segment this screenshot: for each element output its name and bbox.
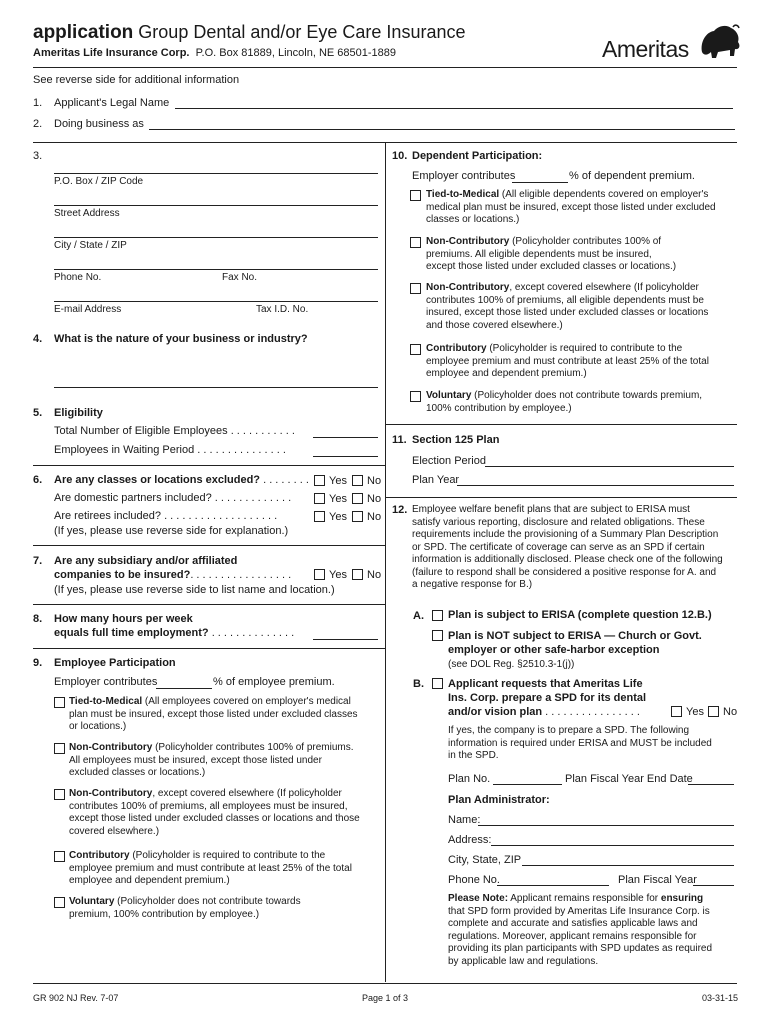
q9-noncontrib-line: excluded classes or locations.) <box>69 767 206 778</box>
q12-text-line: satisfy various reporting, disclosure and related obligations. These <box>412 516 705 528</box>
q10-noncontrib-checkbox[interactable] <box>410 237 421 248</box>
erisa-subject-text: Plan is subject to ERISA (complete question 12.B.) <box>448 609 712 621</box>
yes-label: Yes <box>686 706 704 718</box>
q10-tied-checkbox[interactable] <box>410 190 421 201</box>
admin-city-label: City, State, ZIP <box>448 854 522 866</box>
no-label: No <box>367 569 382 581</box>
q7-number: 7. <box>33 555 43 567</box>
q10-label: Dependent Participation: <box>412 150 543 162</box>
q9-tied-line: (All employees covered on employer's medical <box>142 696 351 707</box>
q10-option-noncontrib <box>426 236 676 274</box>
q9-noncontrib-except-line: , except covered elsewhere (If policyholder <box>152 788 342 799</box>
erisa-subject-checkbox[interactable] <box>432 610 443 621</box>
phone-label: Phone No. <box>54 272 102 283</box>
q10-contrib-field[interactable] <box>512 182 568 183</box>
q10-option-voluntary <box>426 390 702 415</box>
city-field[interactable] <box>54 237 378 238</box>
yes-label: Yes <box>329 511 347 523</box>
subsidiary-no-checkbox[interactable] <box>352 569 363 580</box>
plan-year-field[interactable] <box>457 485 734 486</box>
no-label: No <box>367 475 382 487</box>
please-note-line: complete and accurate and satisfies applicable laws and <box>448 918 698 929</box>
q9-tied-title: Tied-to-Medical <box>69 696 143 707</box>
q8-number: 8. <box>33 613 43 625</box>
q12-text-line: information is additionally disclosed. Please check one of the following <box>412 554 723 565</box>
q10-option-contrib <box>426 343 709 381</box>
election-period-field[interactable] <box>485 466 734 467</box>
left-rule <box>33 648 385 649</box>
left-rule <box>33 545 385 546</box>
erisa-exempt-checkbox[interactable] <box>432 630 443 641</box>
street-label: Street Address <box>54 208 120 219</box>
leader-dots: . . . . . . . . . . . . . . . <box>194 444 286 456</box>
leader-dots: . . . . . . . . . . . <box>227 425 295 437</box>
q10-tied-title: Tied-to-Medical <box>426 189 500 200</box>
q10-voluntary-line: 100% contribution by employee.) <box>426 402 572 414</box>
q9-voluntary-checkbox[interactable] <box>54 897 65 908</box>
footer-rule <box>33 983 737 984</box>
fiscal-end-field[interactable] <box>688 784 734 785</box>
please-note-line: providing its plan participants with SPD updates as required <box>448 943 713 954</box>
spd-request-line: Applicant requests that Ameritas Life <box>448 678 643 690</box>
q9-noncontrib-checkbox[interactable] <box>54 743 65 754</box>
q3-number: 3. <box>33 150 43 162</box>
q9-contrib-line: (Policyholder is required to contribute to the <box>129 850 326 861</box>
q1-number: 1. <box>33 97 43 109</box>
partners-no-checkbox[interactable] <box>352 493 363 504</box>
street-field[interactable] <box>54 205 378 206</box>
title-rest: Group Dental and/or Eye Care Insurance <box>133 22 466 42</box>
form-title <box>33 20 465 45</box>
q8-line2-text: equals full time employment? <box>54 627 209 639</box>
q10-number: 10. <box>392 150 408 162</box>
q10-noncontrib-except-line: and those covered elsewhere.) <box>426 319 563 331</box>
eligible-employees-text: Total Number of Eligible Employees <box>54 425 228 437</box>
company-name: Ameritas Life Insurance Corp. <box>33 47 190 59</box>
q9-noncontrib-except-line: except those listed under excluded classes or locations and those <box>69 813 360 824</box>
plan-no-label: Plan No. <box>448 773 491 785</box>
q9-noncontrib-line: (Policyholder contributes 100% of premiums. <box>152 742 354 753</box>
email-label: E-mail Address <box>54 304 122 315</box>
q9-contrib-b: % of employee premium. <box>213 676 335 688</box>
q10-contrib-a: Employer contributes <box>412 170 516 182</box>
q1-label: Applicant's Legal Name <box>54 97 170 109</box>
spd-yes-note <box>448 725 712 763</box>
q6-retirees-text: Are retirees included? <box>54 510 162 522</box>
q10-tied-line: classes or locations.) <box>426 214 520 225</box>
spd-request-text <box>448 677 646 719</box>
q9-contrib-title: Contributory <box>69 850 130 861</box>
q9-contrib-line: employee premium and must contribute at least 25% of the total <box>69 862 352 874</box>
q7-note: (If yes, please use reverse side to list name and location.) <box>54 584 335 596</box>
q9-tied-line: or locations.) <box>69 721 127 732</box>
q10-contrib-title: Contributory <box>426 343 487 354</box>
q10-contrib-line: employee premium and must contribute at least 25% of the total <box>426 355 709 367</box>
q12-text-line: (failure to respond shall be considered a positive response for A. and <box>412 566 717 578</box>
q9-contrib-a: Employer contributes <box>54 676 158 688</box>
q9-voluntary-title: Voluntary <box>69 896 115 907</box>
company-address: P.O. Box 81889, Lincoln, NE 68501-1889 <box>195 47 397 59</box>
q12a-label: A. <box>413 610 424 622</box>
spd-yes-checkbox[interactable] <box>671 706 682 717</box>
email-tax-field[interactable] <box>54 301 378 302</box>
fiscal-year-field[interactable] <box>693 885 734 886</box>
waiting-period-text: Employees in Waiting Period <box>54 444 195 456</box>
spd-yes-note-line: in the SPD. <box>448 750 499 761</box>
please-note-ensuring: ensuring <box>660 893 704 904</box>
no-label: No <box>367 511 382 523</box>
erisa-exempt-text <box>448 629 702 657</box>
q11-label: Section 125 Plan <box>412 434 500 446</box>
please-note <box>448 893 712 968</box>
q7-line1: Are any subsidiary and/or affiliated <box>54 555 238 567</box>
q9-voluntary-line: premium, 100% contribution by employee.) <box>69 908 260 920</box>
q10-contrib-line: (Policyholder is required to contribute to the <box>486 343 683 354</box>
leader-dots: . . . . . . . . . . . . . . . . . <box>190 569 292 581</box>
please-note-line: that SPD form provided by Ameritas Life Insurance Corp. is <box>448 905 710 917</box>
q9-noncontrib-except-title: Non-Contributory <box>69 788 153 799</box>
please-note-bold: Please Note: <box>448 893 509 904</box>
ameritas-logo <box>602 22 742 66</box>
q10-voluntary-line: (Policyholder does not contribute towards premium, <box>471 390 703 401</box>
q10-tied-line: (All eligible dependents covered on employer's <box>499 189 709 200</box>
no-label: No <box>367 493 382 505</box>
q4-number: 4. <box>33 333 43 345</box>
q9-tied-line: plan must be insured, except those listed under excluded classes <box>69 708 358 720</box>
q10-voluntary-checkbox[interactable] <box>410 391 421 402</box>
please-note-line: by applicable law and regulations. <box>448 955 599 967</box>
q10-tied-line: medical plan must be insured, except those listed under excluded <box>426 201 716 213</box>
q12b-label: B. <box>413 678 424 690</box>
q10-noncontrib-line: (Policyholder contributes 100% of <box>509 236 662 247</box>
left-rule <box>33 604 385 605</box>
right-rule <box>385 424 737 425</box>
dba-field[interactable] <box>149 129 735 130</box>
erisa-exempt-line: Plan is NOT subject to ERISA — Church or Govt. <box>448 630 702 642</box>
q2-label: Doing business as <box>54 118 144 130</box>
q9-tied-checkbox[interactable] <box>54 697 65 708</box>
q6-partners-line <box>54 492 291 505</box>
q7-line2 <box>54 569 291 582</box>
plan-admin-label: Plan Administrator: <box>448 794 550 806</box>
hours-field[interactable] <box>313 639 378 640</box>
eligible-employees-field[interactable] <box>313 437 378 438</box>
admin-name-field[interactable] <box>478 825 734 826</box>
leader-dots: . . . . . . . . . . . . . <box>211 492 292 504</box>
admin-phone-field[interactable] <box>497 885 609 886</box>
spd-yes-note-line: If yes, the company is to prepare a SPD. The following <box>448 725 690 736</box>
q9-option-voluntary <box>69 896 301 921</box>
title-bold: application <box>33 22 134 43</box>
q10-noncontrib-except-line: insured, except those listed under excluded classes or locations <box>426 307 709 318</box>
classes-yes-checkbox[interactable] <box>314 475 325 486</box>
q6-classes-text: Are any classes or locations excluded? <box>54 474 261 486</box>
q11-number: 11. <box>392 434 407 446</box>
yes-label: Yes <box>329 475 347 487</box>
q7-line2-text: companies to be insured? <box>54 569 191 581</box>
plan-no-field[interactable] <box>493 784 562 785</box>
left-rule <box>33 465 385 466</box>
po-box-label: P.O. Box / ZIP Code <box>54 176 144 187</box>
q5-label: Eligibility <box>54 407 103 419</box>
please-note-first: Applicant remains responsible for <box>508 893 661 904</box>
q9-option-tied <box>69 696 358 734</box>
form-date: 03-31-15 <box>702 993 739 1003</box>
reverse-note: See reverse side for additional information <box>33 74 240 86</box>
q10-noncontrib-except-checkbox[interactable] <box>410 283 421 294</box>
partners-yes-checkbox[interactable] <box>314 493 325 504</box>
q10-noncontrib-line: premiums. All eligible dependents must be insured, <box>426 248 652 260</box>
yes-label: Yes <box>329 493 347 505</box>
dol-reg-note: (see DOL Reg. §2510.3-1(j)) <box>448 659 575 670</box>
plan-year-label: Plan Year <box>412 474 460 486</box>
q9-label: Employee Participation <box>54 657 176 669</box>
erisa-exempt-line: employer or other safe-harbor exception <box>448 644 660 656</box>
spd-request-line: and/or vision plan <box>448 706 543 718</box>
legal-name-field[interactable] <box>175 108 733 109</box>
no-label: No <box>723 706 738 718</box>
q12-number: 12. <box>392 504 408 516</box>
q10-contrib-line: employee and dependent premium.) <box>426 368 587 379</box>
column-divider <box>385 142 386 982</box>
q9-noncontrib-line: All employees must be insured, except those listed under <box>69 754 322 766</box>
q10-option-noncontrib-except <box>426 282 708 332</box>
subsidiary-yes-checkbox[interactable] <box>314 569 325 580</box>
yes-label: Yes <box>329 569 347 581</box>
leader-dots: . . . . . . . . . . . . . . . . <box>542 706 640 718</box>
please-note-line: regulations. Moreover, applicant remains responsible for <box>448 930 697 942</box>
business-nature-field[interactable] <box>54 387 378 388</box>
q10-noncontrib-title: Non-Contributory <box>426 236 510 247</box>
q6-retirees-line <box>54 510 277 523</box>
q10-noncontrib-line: except those listed under excluded classes or locations.) <box>426 261 677 272</box>
q12-text-line: Employee welfare benefit plans that are subject to ERISA must <box>412 504 690 515</box>
spd-no-checkbox[interactable] <box>708 706 719 717</box>
q6-partners-text: Are domestic partners included? <box>54 492 212 504</box>
q5-number: 5. <box>33 407 43 419</box>
fiscal-year-label: Plan Fiscal Year <box>618 874 697 886</box>
spd-request-checkbox[interactable] <box>432 678 443 689</box>
q10-contrib-b: % of dependent premium. <box>569 170 695 182</box>
fiscal-end-label: Plan Fiscal Year End Date <box>565 773 693 785</box>
q4-label: What is the nature of your business or industry? <box>54 333 308 345</box>
q9-noncontrib-except-line: covered elsewhere.) <box>69 825 160 837</box>
q9-noncontrib-except-line: contributes 100% of premiums, all employees must be insured, <box>69 800 348 812</box>
q6-note: (If yes, please use reverse side for explanation.) <box>54 525 289 537</box>
admin-address-field[interactable] <box>491 845 734 846</box>
q6-classes-line <box>54 474 309 487</box>
q12-text-line: requirements include the provisioning of a Summary Plan Description <box>412 529 719 540</box>
fax-label: Fax No. <box>222 272 258 283</box>
right-rule <box>385 497 737 498</box>
leader-dots: . . . . . . . . <box>260 474 309 486</box>
phone-fax-field[interactable] <box>54 269 378 270</box>
q9-contrib-line: employee and dependent premium.) <box>69 875 230 886</box>
tax-id-label: Tax I.D. No. <box>256 304 309 315</box>
q9-option-contrib <box>69 850 352 888</box>
retirees-no-checkbox[interactable] <box>352 511 363 522</box>
q9-option-noncontrib <box>69 742 354 780</box>
company-line <box>33 47 396 59</box>
q6-number: 6. <box>33 474 43 486</box>
classes-no-checkbox[interactable] <box>352 475 363 486</box>
election-period-label: Election Period <box>412 455 486 467</box>
q10-voluntary-title: Voluntary <box>426 390 472 401</box>
q12-text-line: a negative response for B.) <box>412 579 533 590</box>
q9-voluntary-line: (Policyholder does not contribute towards <box>114 896 301 907</box>
header-rule <box>33 67 737 68</box>
admin-city-field[interactable] <box>522 865 734 866</box>
spd-yes-note-line: information is required under ERISA and MUST be included <box>448 737 712 749</box>
waiting-period-label <box>54 444 286 457</box>
logo-text: Ameritas <box>602 36 689 62</box>
po-box-field[interactable] <box>54 173 378 174</box>
q10-noncontrib-except-line: contributes 100% of premiums, all eligible dependents must be <box>426 294 704 306</box>
waiting-period-field[interactable] <box>313 456 378 457</box>
form-number: GR 902 NJ Rev. 7-07 <box>33 993 119 1003</box>
q8-line2 <box>54 627 294 640</box>
leader-dots: . . . . . . . . . . . . . . <box>208 627 295 639</box>
bison-icon <box>698 22 742 60</box>
admin-address-label: Address: <box>448 834 492 846</box>
q12-text-line: or SPD. The certificate of coverage can serve as an SPD if certain <box>412 541 705 553</box>
admin-name-label: Name: <box>448 814 481 826</box>
q9-option-noncontrib-except <box>69 788 360 838</box>
spd-request-line: Ins. Corp. prepare a SPD for its dental <box>448 692 647 704</box>
city-label: City / State / ZIP <box>54 240 127 251</box>
q2-number: 2. <box>33 118 43 130</box>
q9-noncontrib-except-checkbox[interactable] <box>54 789 65 800</box>
q8-line1: How many hours per week <box>54 613 193 625</box>
q10-option-tied <box>426 189 716 227</box>
q10-noncontrib-except-line: , except covered elsewhere (If policyholder <box>509 282 699 293</box>
admin-phone-label: Phone No. <box>448 874 500 886</box>
q12-intro <box>412 504 723 592</box>
retirees-yes-checkbox[interactable] <box>314 511 325 522</box>
q9-contrib-field[interactable] <box>156 688 212 689</box>
q9-number: 9. <box>33 657 43 669</box>
q10-noncontrib-except-title: Non-Contributory <box>426 282 510 293</box>
leader-dots: . . . . . . . . . . . . . . . . . . . <box>161 510 278 522</box>
q10-contrib-checkbox[interactable] <box>410 344 421 355</box>
q9-contrib-checkbox[interactable] <box>54 851 65 862</box>
q9-noncontrib-title: Non-Contributory <box>69 742 153 753</box>
page-number: Page 1 of 3 <box>362 993 409 1003</box>
eligible-employees-label <box>54 425 295 438</box>
